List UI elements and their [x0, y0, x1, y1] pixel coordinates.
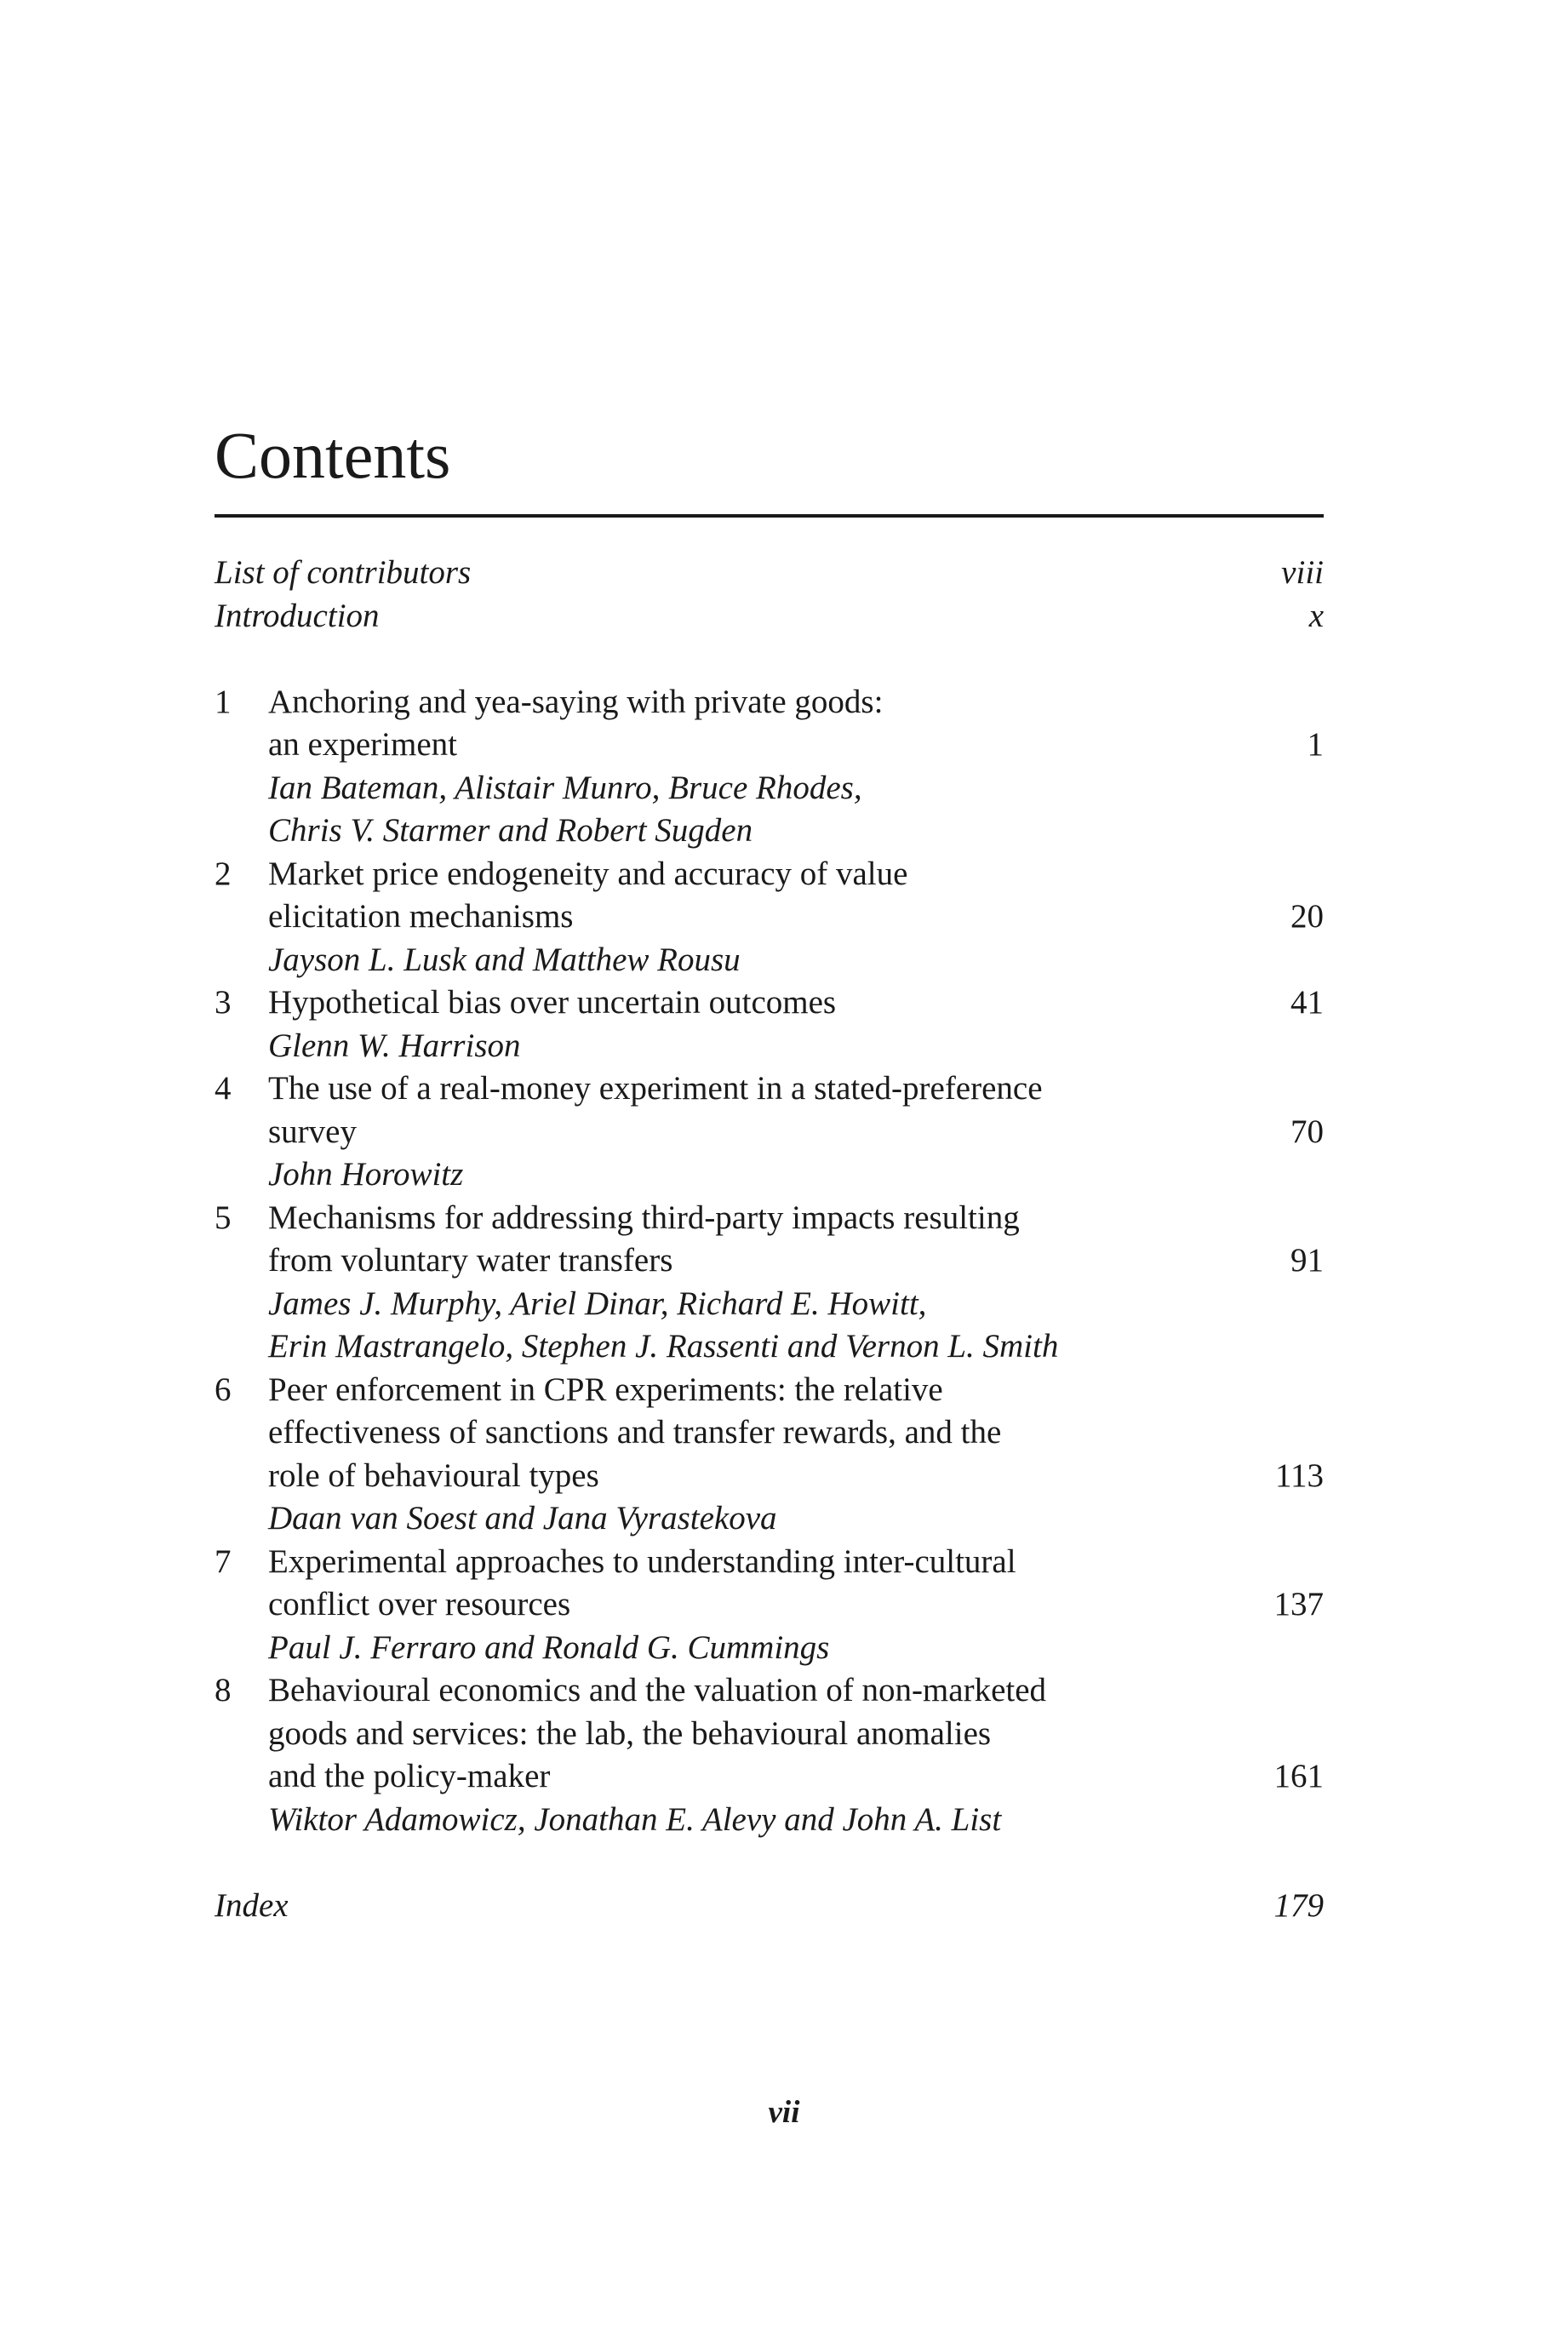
- chapter-title-line: [215, 1111, 1324, 1154]
- chapter-authors-line: [215, 1325, 1324, 1369]
- chapter-title-line: [215, 1755, 1324, 1799]
- chapter-authors-line: [215, 1627, 1324, 1670]
- chapter-authors-line: [215, 939, 1324, 982]
- chapter-authors: Wiktor Adamowicz, Jonathan E. Alevy and John A. List: [268, 1800, 1002, 1838]
- spacer: [215, 1841, 1324, 1885]
- chapter-authors: Jayson L. Lusk and Matthew Rousu: [268, 941, 741, 978]
- chapter-page: 20: [1290, 898, 1324, 935]
- chapter-title-line: [215, 1067, 1324, 1111]
- chapter-entry: [215, 1067, 1324, 1197]
- chapter-entry: [215, 1669, 1324, 1841]
- chapter-title-line: [215, 1369, 1324, 1412]
- chapter-title-line: [215, 1713, 1324, 1756]
- chapter-title: survey: [268, 1113, 357, 1150]
- chapter-authors: Daan van Soest and Jana Vyrastekova: [268, 1500, 777, 1537]
- chapter-page: 1: [1307, 726, 1324, 763]
- chapter-title: goods and services: the lab, the behavioural anomalies: [268, 1714, 992, 1752]
- chapter-entry: [215, 1197, 1324, 1369]
- chapter-title-line: [215, 1669, 1324, 1713]
- chapter-title-line: [215, 981, 1324, 1025]
- chapter-page: 113: [1274, 1456, 1324, 1494]
- chapter-authors-line: [215, 1153, 1324, 1197]
- chapter-page: 137: [1273, 1586, 1324, 1622]
- chapter-title-line: [215, 1239, 1324, 1283]
- toc-entry-page: 179: [1273, 1886, 1324, 1924]
- chapter-title: elicitation mechanisms: [268, 898, 574, 935]
- chapter-title: Market price endogeneity and accuracy of value: [268, 855, 908, 892]
- chapter-title: effectiveness of sanctions and transfer rewards, and the: [268, 1414, 1002, 1451]
- page-number: vii: [768, 2095, 800, 2130]
- chapter-title-line: [215, 853, 1324, 896]
- chapter-number: 7: [215, 1542, 232, 1580]
- chapter-title: role of behavioural types: [268, 1456, 599, 1494]
- chapter-title: from voluntary water transfers: [268, 1242, 673, 1279]
- chapter-number: 3: [215, 984, 232, 1021]
- spacer: [215, 638, 1324, 681]
- toc-entry-introduction: [215, 595, 1324, 638]
- title-rule: [215, 514, 1324, 518]
- chapter-number: 2: [215, 855, 232, 892]
- chapter-title-line: [215, 1583, 1324, 1627]
- toc-entry-page: x: [1308, 597, 1324, 634]
- chapter-title-line: [215, 1455, 1324, 1498]
- chapter-entry: [215, 853, 1324, 982]
- chapter-authors: Erin Mastrangelo, Stephen J. Rassenti and Vernon L. Smith: [268, 1328, 1059, 1365]
- chapter-title: Hypothetical bias over uncertain outcomes: [268, 984, 837, 1021]
- toc-entry-index: [215, 1885, 1324, 1928]
- chapter-title: conflict over resources: [268, 1586, 571, 1622]
- chapter-authors-line: [215, 1497, 1324, 1541]
- chapter-title: Anchoring and yea-saying with private goods:: [268, 683, 884, 720]
- chapter-title: Peer enforcement in CPR experiments: the relative: [268, 1371, 943, 1408]
- chapter-authors-line: [215, 767, 1324, 810]
- chapter-entry: [215, 1369, 1324, 1541]
- chapter-authors: Ian Bateman, Alistair Munro, Bruce Rhodes,: [268, 769, 862, 806]
- toc-entry-page: viii: [1281, 554, 1324, 591]
- chapter-entry: [215, 981, 1324, 1067]
- toc-entry-title: Index: [215, 1886, 289, 1924]
- chapter-number: 8: [215, 1672, 232, 1708]
- chapter-list: [215, 681, 1324, 1842]
- chapter-authors: James J. Murphy, Ariel Dinar, Richard E. Howitt,: [268, 1285, 927, 1322]
- chapter-page: 161: [1273, 1758, 1324, 1794]
- toc-entry-contributors: [215, 552, 1324, 595]
- chapter-title: and the policy-maker: [268, 1758, 551, 1794]
- chapter-authors: Chris V. Starmer and Robert Sugden: [268, 812, 753, 849]
- page-title: Contents: [215, 418, 451, 492]
- chapter-title-line: [215, 1541, 1324, 1584]
- chapter-number: 6: [215, 1371, 232, 1408]
- chapter-number: 4: [215, 1070, 232, 1107]
- chapter-number: 1: [215, 683, 232, 720]
- chapter-entry: [215, 681, 1324, 853]
- chapter-authors: Paul J. Ferraro and Ronald G. Cummings: [268, 1628, 830, 1666]
- chapter-authors: Glenn W. Harrison: [268, 1027, 521, 1064]
- chapter-page: 41: [1290, 984, 1324, 1021]
- chapter-title-line: [215, 724, 1324, 767]
- table-of-contents: [215, 552, 1324, 1927]
- chapter-authors: John Horowitz: [268, 1156, 464, 1193]
- chapter-number: 5: [215, 1199, 232, 1236]
- chapter-authors-line: [215, 1025, 1324, 1068]
- chapter-authors-line: [215, 1799, 1324, 1842]
- chapter-title-line: [215, 896, 1324, 939]
- toc-entry-title: Introduction: [215, 597, 380, 634]
- chapter-entry: [215, 1541, 1324, 1670]
- chapter-title: Experimental approaches to understanding inter-cultural: [268, 1542, 1016, 1580]
- chapter-title-line: [215, 1411, 1324, 1455]
- chapter-title-line: [215, 1197, 1324, 1240]
- toc-entry-title: List of contributors: [215, 554, 472, 591]
- chapter-title: an experiment: [268, 726, 457, 763]
- chapter-page: 70: [1290, 1113, 1324, 1150]
- chapter-title-line: [215, 681, 1324, 724]
- chapter-title: Mechanisms for addressing third-party impacts resulting: [268, 1199, 1020, 1236]
- chapter-authors-line: [215, 1283, 1324, 1326]
- chapter-title: Behavioural economics and the valuation of non-marketed: [268, 1672, 1047, 1708]
- chapter-title: The use of a real-money experiment in a stated-preference: [268, 1070, 1043, 1107]
- chapter-page: 91: [1290, 1242, 1324, 1279]
- chapter-authors-line: [215, 810, 1324, 853]
